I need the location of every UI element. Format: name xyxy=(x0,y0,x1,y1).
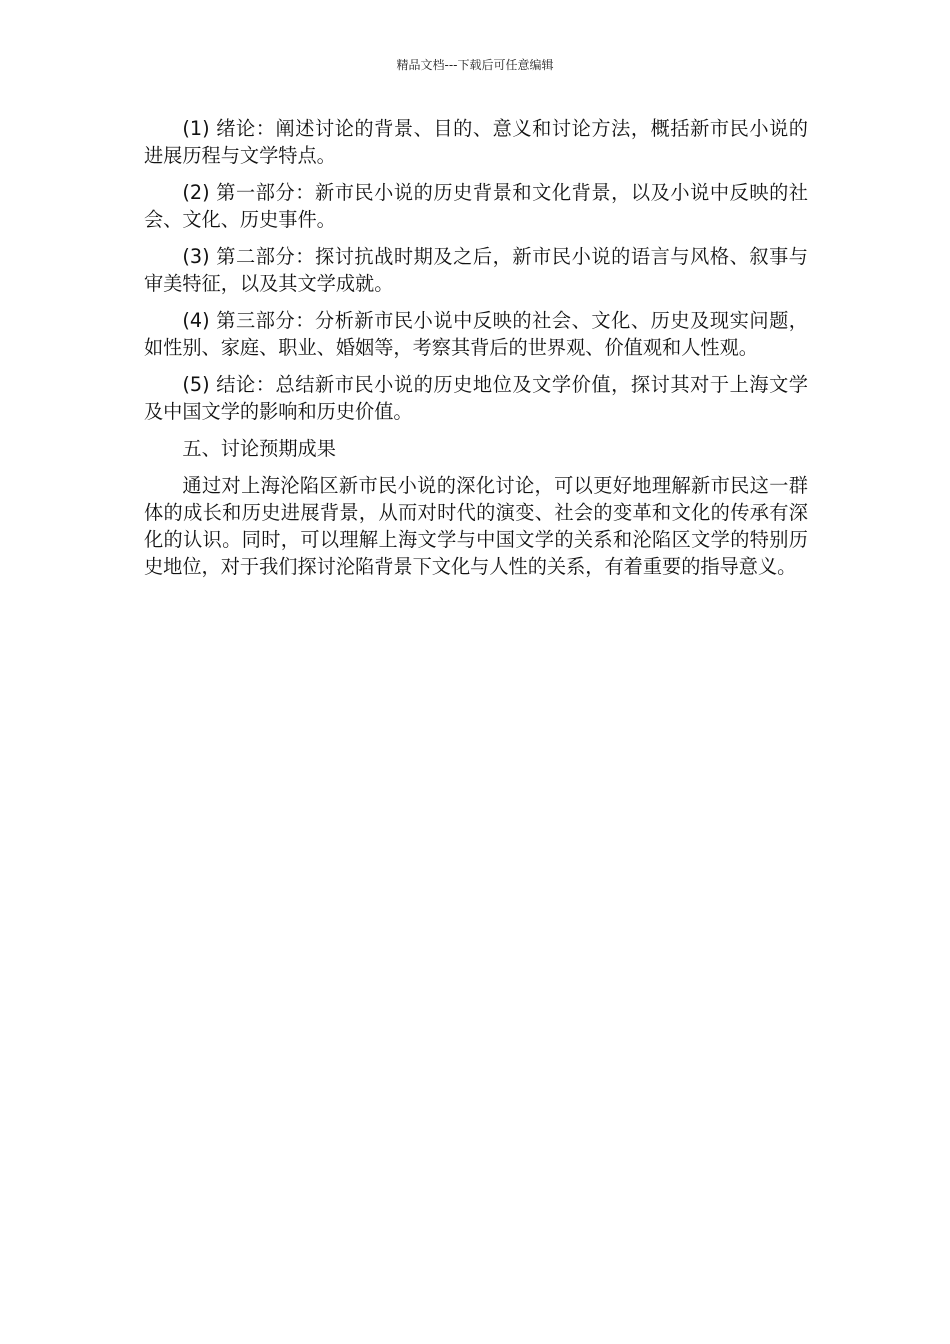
paragraph-introduction: (1) 绪论：阐述讨论的背景、目的、意义和讨论方法，概括新市民小说的进展历程与文学特点。 xyxy=(144,117,808,167)
paragraph-part-three: (4) 第三部分：分析新市民小说中反映的社会、文化、历史及现实问题，如性别、家庭、职业、婚姻等，考察其背后的世界观、价值观和人性观。 xyxy=(144,309,808,359)
paragraph-expected-results: 通过对上海沦陷区新市民小说的深化讨论，可以更好地理解新市民这一群体的成长和历史进展背景，从而对时代的演变、社会的变革和文化的传承有深化的认识。同时，可以理解上海文学与中国文学的关系和沦陷区文学的特别历史地位，对于我们探讨沦陷背景下文化与人性的关系，有着重要的指导意义。 xyxy=(144,474,808,578)
paragraph-conclusion: (5) 结论：总结新市民小说的历史地位及文学价值，探讨其对于上海文学及中国文学的影响和历史价值。 xyxy=(144,373,808,423)
document-body xyxy=(144,115,808,590)
paragraph-part-two: (3) 第二部分：探讨抗战时期及之后，新市民小说的语言与风格、叙事与审美特征，以及其文学成就。 xyxy=(144,245,808,295)
paragraph-part-one: (2) 第一部分：新市民小说的历史背景和文化背景，以及小说中反映的社会、文化、历史事件。 xyxy=(144,181,808,231)
page-header: 精品文档---下载后可任意编辑 xyxy=(396,58,554,72)
section-heading-expected-results: 五、讨论预期成果 xyxy=(182,437,336,460)
